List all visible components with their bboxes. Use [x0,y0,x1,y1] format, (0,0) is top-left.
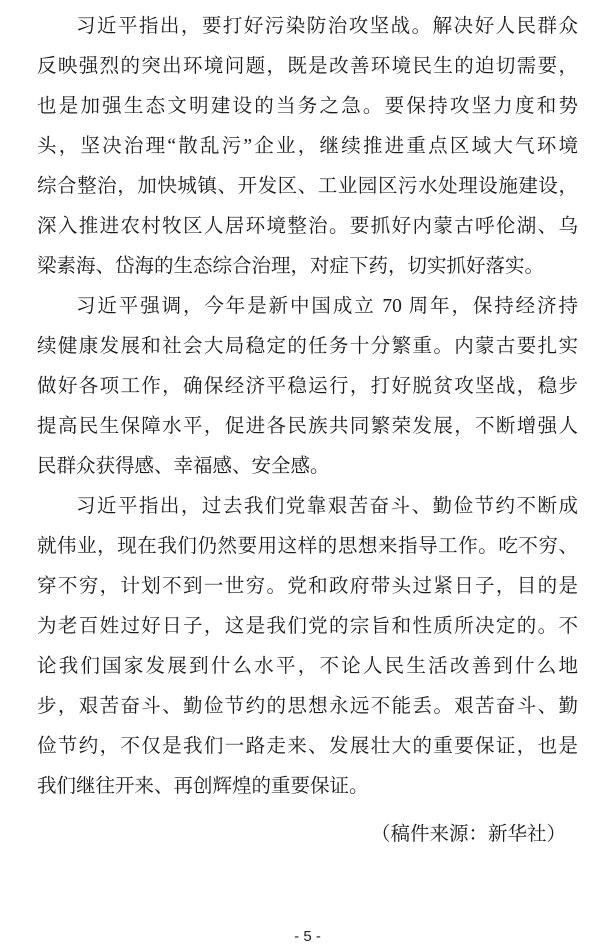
text-line: 习近平强调，今年是新中国成立 70 周年，保持经济持 [76,296,578,317]
text-line: 为老百姓过好日子，这是我们党的宗旨和性质所决定的。不 [37,616,578,637]
paragraph [37,487,578,807]
text-line: 综合整治，加快城镇、开发区、工业园区污水处理设施建设， [37,176,578,197]
text-line: 就伟业，现在我们仍然要用这样的思想来指导工作。吃不穷、 [37,536,578,557]
text-line: 也是加强生态文明建设的当务之急。要保持攻坚力度和势 [37,96,578,117]
text-line: 做好各项工作，确保经济平稳运行，打好脱贫攻坚战，稳步 [37,376,578,397]
source-attribution: （稿件来源：新华社） [370,824,566,845]
paragraph [37,287,578,487]
text-line: 步，艰苦奋斗、勤俭节约的思想永远不能丢。艰苦奋斗、勤 [37,696,578,717]
paragraph [37,7,578,287]
text-line: 习近平指出，过去我们党靠艰苦奋斗、勤俭节约不断成 [76,496,578,517]
text-line: 提高民生保障水平，促进各民族共同繁荣发展，不断增强人 [37,416,578,437]
text-line: 我们继往开来、再创辉煌的重要保证。 [37,776,369,797]
text-line: 深入推进农村牧区人居环境整治。要抓好内蒙古呼伦湖、乌 [37,216,578,237]
text-line: 头，坚决治理“散乱污”企业，继续推进重点区域大气环境 [37,136,578,157]
page-number: - 5 - [294,928,321,945]
text-line: 反映强烈的突出环境问题，既是改善环境民生的迫切需要， [37,56,578,77]
text-line: 俭节约，不仅是我们一路走来、发展壮大的重要保证，也是 [37,736,578,757]
text-line: 穿不穷，计划不到一世穷。党和政府带头过紧日子，目的是 [37,576,578,597]
text-line: 续健康发展和社会大局稳定的任务十分繁重。内蒙古要扎实 [37,336,578,357]
text-line: 民群众获得感、幸福感、安全感。 [37,456,330,477]
text-line: 梁素海、岱海的生态综合治理，对症下药，切实抓好落实。 [37,256,545,277]
text-line: 习近平指出，要打好污染防治攻坚战。解决好人民群众 [76,16,578,37]
text-line: 论我们国家发展到什么水平，不论人民生活改善到什么地 [37,656,578,677]
